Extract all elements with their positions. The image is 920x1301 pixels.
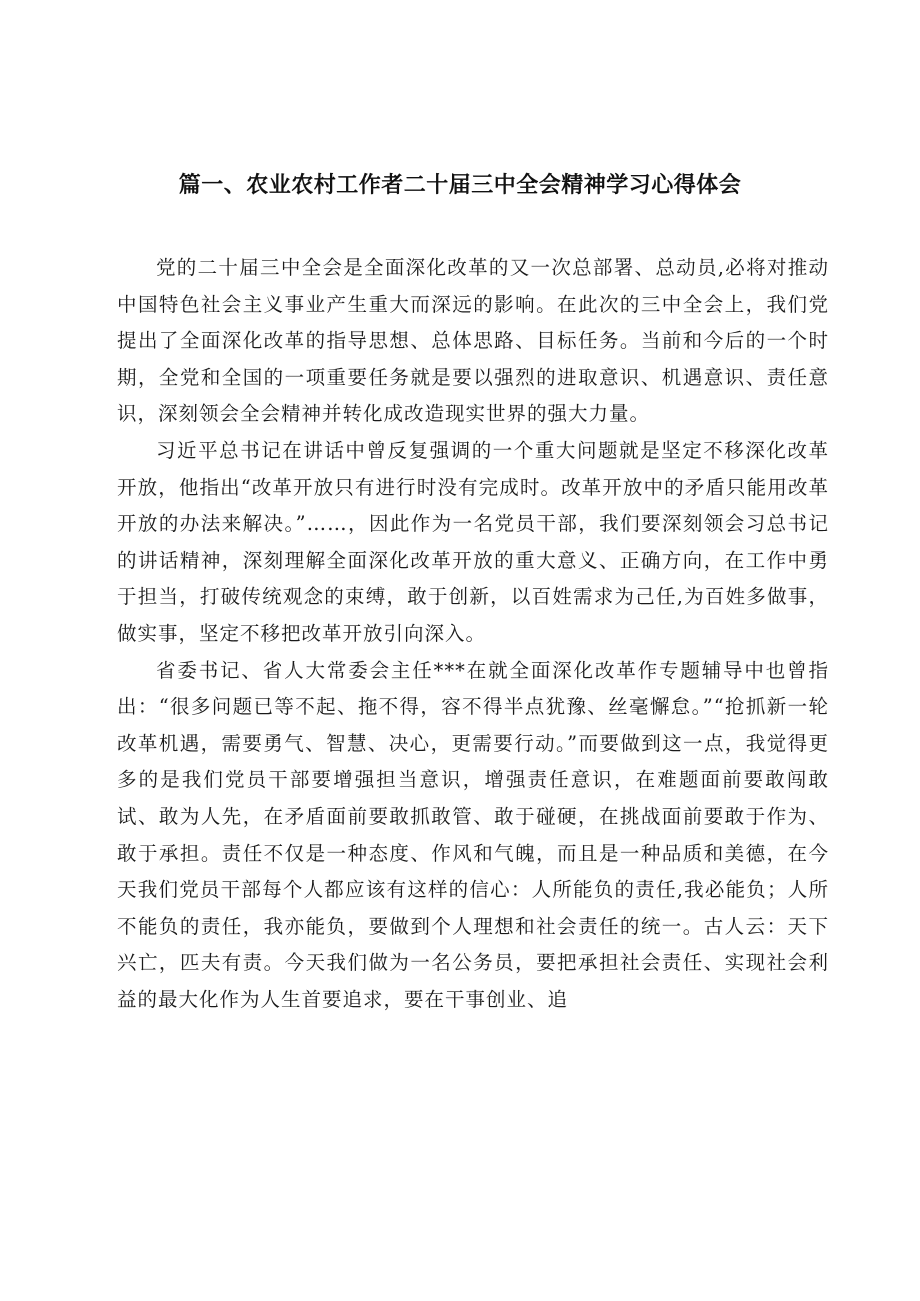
document-title: 篇一、农业农村工作者二十届三中全会精神学习心得体会 xyxy=(178,173,742,198)
paragraph-1: 党的二十届三中全会是全面深化改革的又一次总部署、总动员,必将对推动中国特色社会主义事业产生重大而深远的影响。在此次的三中全会上，我们党提出了全面深化改革的指导思想、总体思路、目标任务。当前和今后的一个时期，全党和全国的一项重要任务就是要以强烈的进取意识、机遇意识、责任意识，深刻领会全会精神并转化成改造现实世界的强大力量。 xyxy=(117,256,829,426)
paragraph-3: 省委书记、省人大常委会主任***在就全面深化改革作专题辅导中也曾指出：“很多问题已等不起、拖不得，容不得半点犹豫、丝毫懈怠。”“抢抓新一轮改革机遇，需要勇气、智慧、决心，更需要行动。”而要做到这一点，我觉得更多的是我们党员干部要增强担当意识，增强责任意识，在难题面前要敢闯敢试、敢为人先，在矛盾面前要敢抓敢管、敢于碰硬，在挑战面前要敢于作为、敢于承担。责任不仅是一种态度、作风和气魄，而且是一种品质和美德，在今天我们党员干部每个人都应该有这样的信心：人所能负的责任,我必能负；人所不能负的责任，我亦能负，要做到个人理想和社会责任的统一。古人云：天下兴亡，匹夫有责。今天我们做为一名公务员，要把承担社会责任、实现社会利益的最大化作为人生首要追求，要在干事创业、追 xyxy=(117,658,829,1011)
document-body xyxy=(117,250,829,1018)
paragraph-2: 习近平总书记在讲话中曾反复强调的一个重大问题就是坚定不移深化改革开放，他指出“改革开放只有进行时没有完成时。改革开放中的矛盾只能用改革开放的办法来解决。”……，因此作为一名党员干部，我们要深刻领会习总书记的讲话精神，深刻理解全面深化改革开放的重大意义、正确方向，在工作中勇于担当，打破传统观念的束缚，敢于创新，以百姓需求为己任,为百姓多做事，做实事，坚定不移把改革开放引向深入。 xyxy=(117,438,829,645)
